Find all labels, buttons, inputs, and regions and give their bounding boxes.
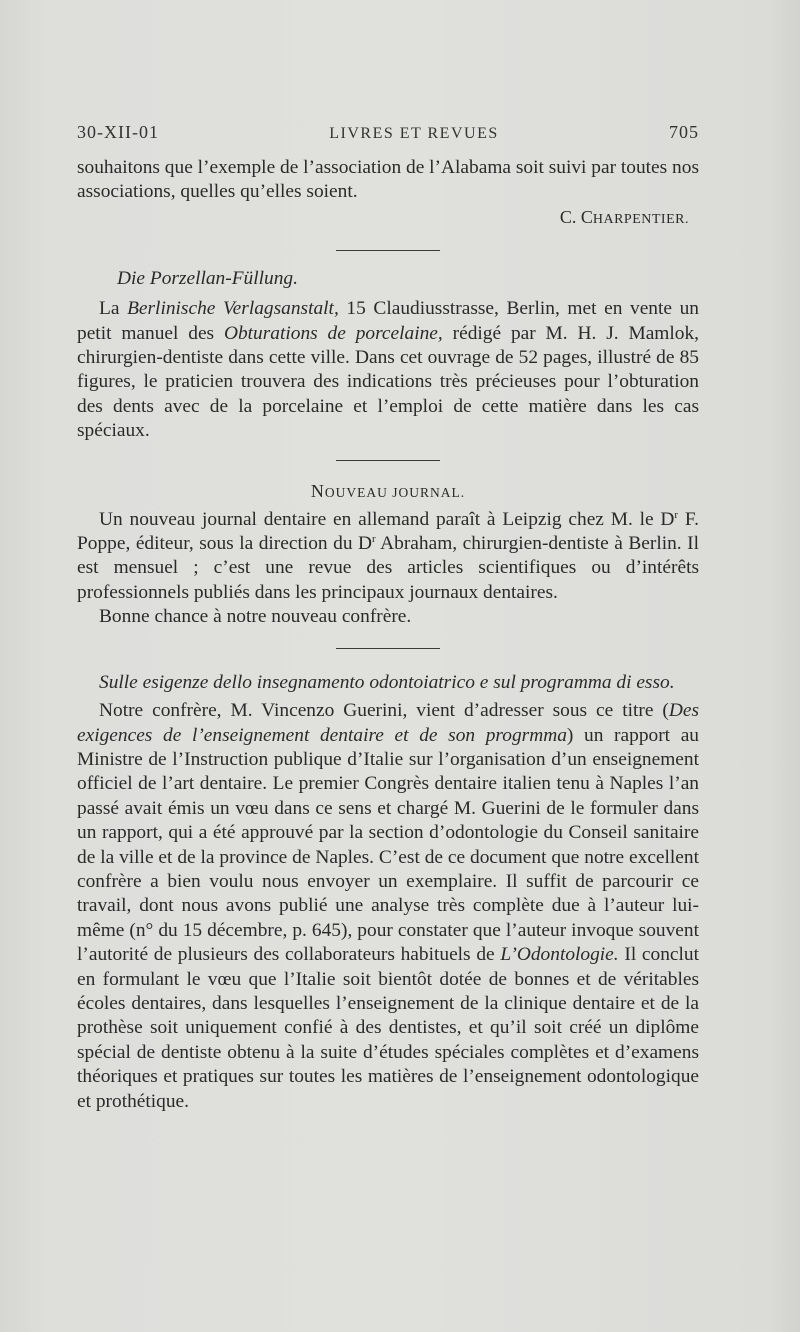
running-head-date: 30-XII-01 (77, 122, 159, 142)
superscript-r: r (372, 533, 376, 546)
signature-rest: HARPENTIER. (592, 211, 689, 227)
section4-p-a: Notre confrère, M. Vincenzo Guerini, vient d’adresser sous ce titre ( (99, 700, 669, 722)
running-head-title: LIVRES ET REVUES (329, 125, 499, 142)
section3-heading-rest: OUVEAU JOURNAL. (324, 484, 466, 500)
superscript-r: r (674, 508, 679, 521)
section3-paragraph-2: Bonne chance à notre nouveau confrère. (99, 606, 412, 628)
report-title-fr: Des exigences de l’enseignement dentaire et de son progrmma (77, 700, 699, 746)
section3-heading-initial: N (310, 480, 325, 501)
signature (77, 205, 689, 232)
page-content (77, 122, 699, 1114)
signature-initial: C. C (559, 206, 593, 227)
section2-rest: rédigé par M. H. J. Mamlok, chirurgien-dentiste dans cette ville. Dans cet ouvrage de 52 pages, illustré de 85 figures, le praticien trouvera des indications très précieuses pour l’obturation des dents avec de la porcelaine et l’emploi de cette matière dans les cas spéciaux. (77, 322, 700, 442)
section3-heading (77, 481, 699, 502)
section4-p-c: Il conclut en formulant le vœu que l’Italie soit bientôt dotée de bonnes et de véritables écoles dentaires, dans lesquelles l’enseignement de la clinique dentaire et de la prothèse soit uniquement confié à des dentistes, et qu’il soit créé un diplôme spécial de dentiste obtenu à la suite d’études spéciales complètes et d’examens théoriques et pratiques sur toutes les matières de l’enseignement odontologique et prothétique. (77, 944, 699, 1112)
running-head (77, 122, 699, 150)
section2-mid: 15 Claudiusstrasse, Berlin, met en vente un petit manuel des (77, 298, 699, 344)
section4-paragraph (77, 699, 699, 1114)
section4-heading: Sulle esigenze dello insegnamento odontoiatrico e sul programma di esso. (99, 671, 675, 693)
section2-lead: La (99, 298, 128, 320)
section3-p1-a: Un nouveau journal dentaire en allemand paraît à Leipzig chez M. le D (99, 508, 675, 530)
section4-p-b: ) un rapport au Ministre de l’Instruction publique d’Italie sur l’organisation d’un enseignement officiel de l’art dentaire. Le premier Congrès dentaire italien tenu à Naples l’an passé avait émis un vœu dans ce sens et chargé M. Guerini de le formuler dans un rapport, qui a été approuvé par la section d’odontologie du Conseil sanitaire de la ville et de la province de Naples. C’est de ce document que notre excellent confrère a bien voulu nous envoyer un exemplaire. Il suffit de parcourir ce travail, dont nous avons publié une analyse très complète due à l’auteur lui-même (n° du 15 décembre, p. 645), pour constater que l’auteur invoque souvent l’autorité de plusieurs des collaborateurs habituels de (77, 724, 700, 966)
section3-p1-b: F. Poppe, éditeur, sous la direction du D (77, 508, 699, 555)
section2-paragraph (77, 297, 699, 443)
section2-heading: Die Porzellan-Füllung. (117, 267, 298, 289)
page-number: 705 (669, 122, 699, 142)
publisher-name: Berlinische Verlagsanstalt, (127, 298, 339, 320)
section1-paragraph: souhaitons que l’exemple de l’association de l’Alabama soit suivi par toutes nos associations, quelles qu’elles soient. (77, 157, 699, 203)
book-title: Obturations de porcelaine, (223, 322, 443, 344)
section3-p1-c: Abraham, chirurgien-dentiste à Berlin. Il est mensuel ; c’est une revue des articles scientifiques ou d’intérêts professionnels publiés dans les principaux journaux dentaires. (77, 533, 700, 603)
section3-paragraph-1 (77, 508, 699, 606)
journal-name: L’Odontologie. (500, 944, 619, 966)
